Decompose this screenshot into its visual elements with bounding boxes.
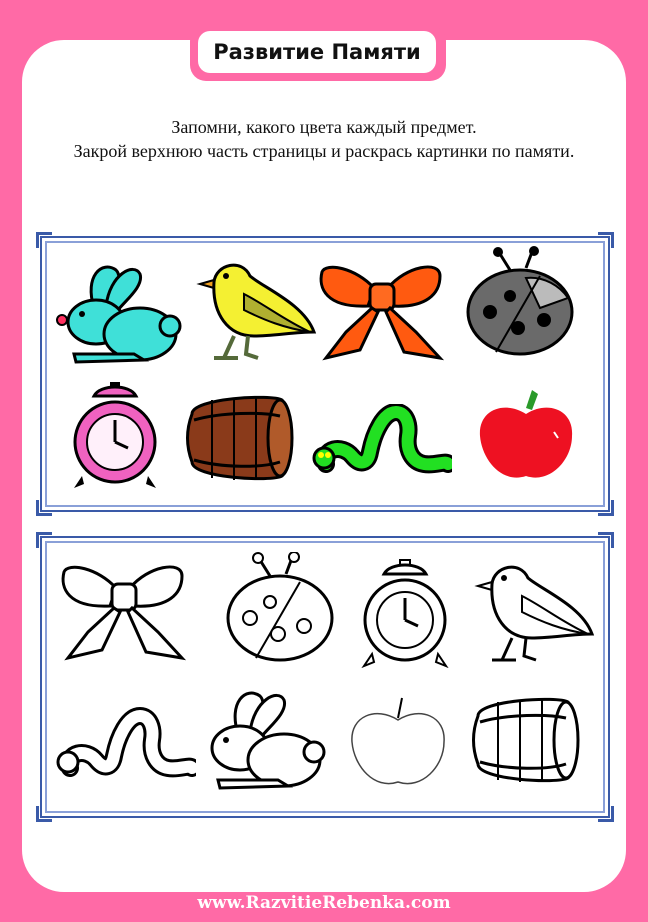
instruction-line-1: Запомни, какого цвета каждый предмет.	[171, 117, 477, 137]
ladybug-icon	[460, 246, 580, 362]
apple-icon	[474, 386, 578, 486]
apple-icon	[346, 692, 450, 792]
page-title: Развитие Памяти	[198, 31, 436, 73]
barrel-icon	[468, 692, 584, 788]
ladybug-icon	[220, 552, 340, 668]
bow-icon	[58, 556, 188, 666]
rabbit-icon	[198, 682, 328, 794]
rabbit-icon	[54, 256, 184, 368]
instruction-line-2: Закрой верхнюю часть страницы и раскрась картинки по памяти.	[73, 141, 575, 161]
bird-icon	[472, 556, 602, 668]
bird-icon	[194, 254, 324, 366]
alarm-clock-icon	[360, 554, 450, 672]
footer-website[interactable]: www.RazvitieRebenka.com	[197, 893, 451, 913]
instructions	[30, 115, 618, 163]
coloring-pictures-panel	[40, 536, 610, 818]
bow-icon	[316, 258, 446, 364]
worm-icon	[312, 404, 452, 476]
worm-icon	[56, 704, 196, 784]
alarm-clock-icon	[70, 376, 160, 494]
colored-pictures-panel	[40, 236, 610, 512]
barrel-icon	[182, 390, 298, 486]
